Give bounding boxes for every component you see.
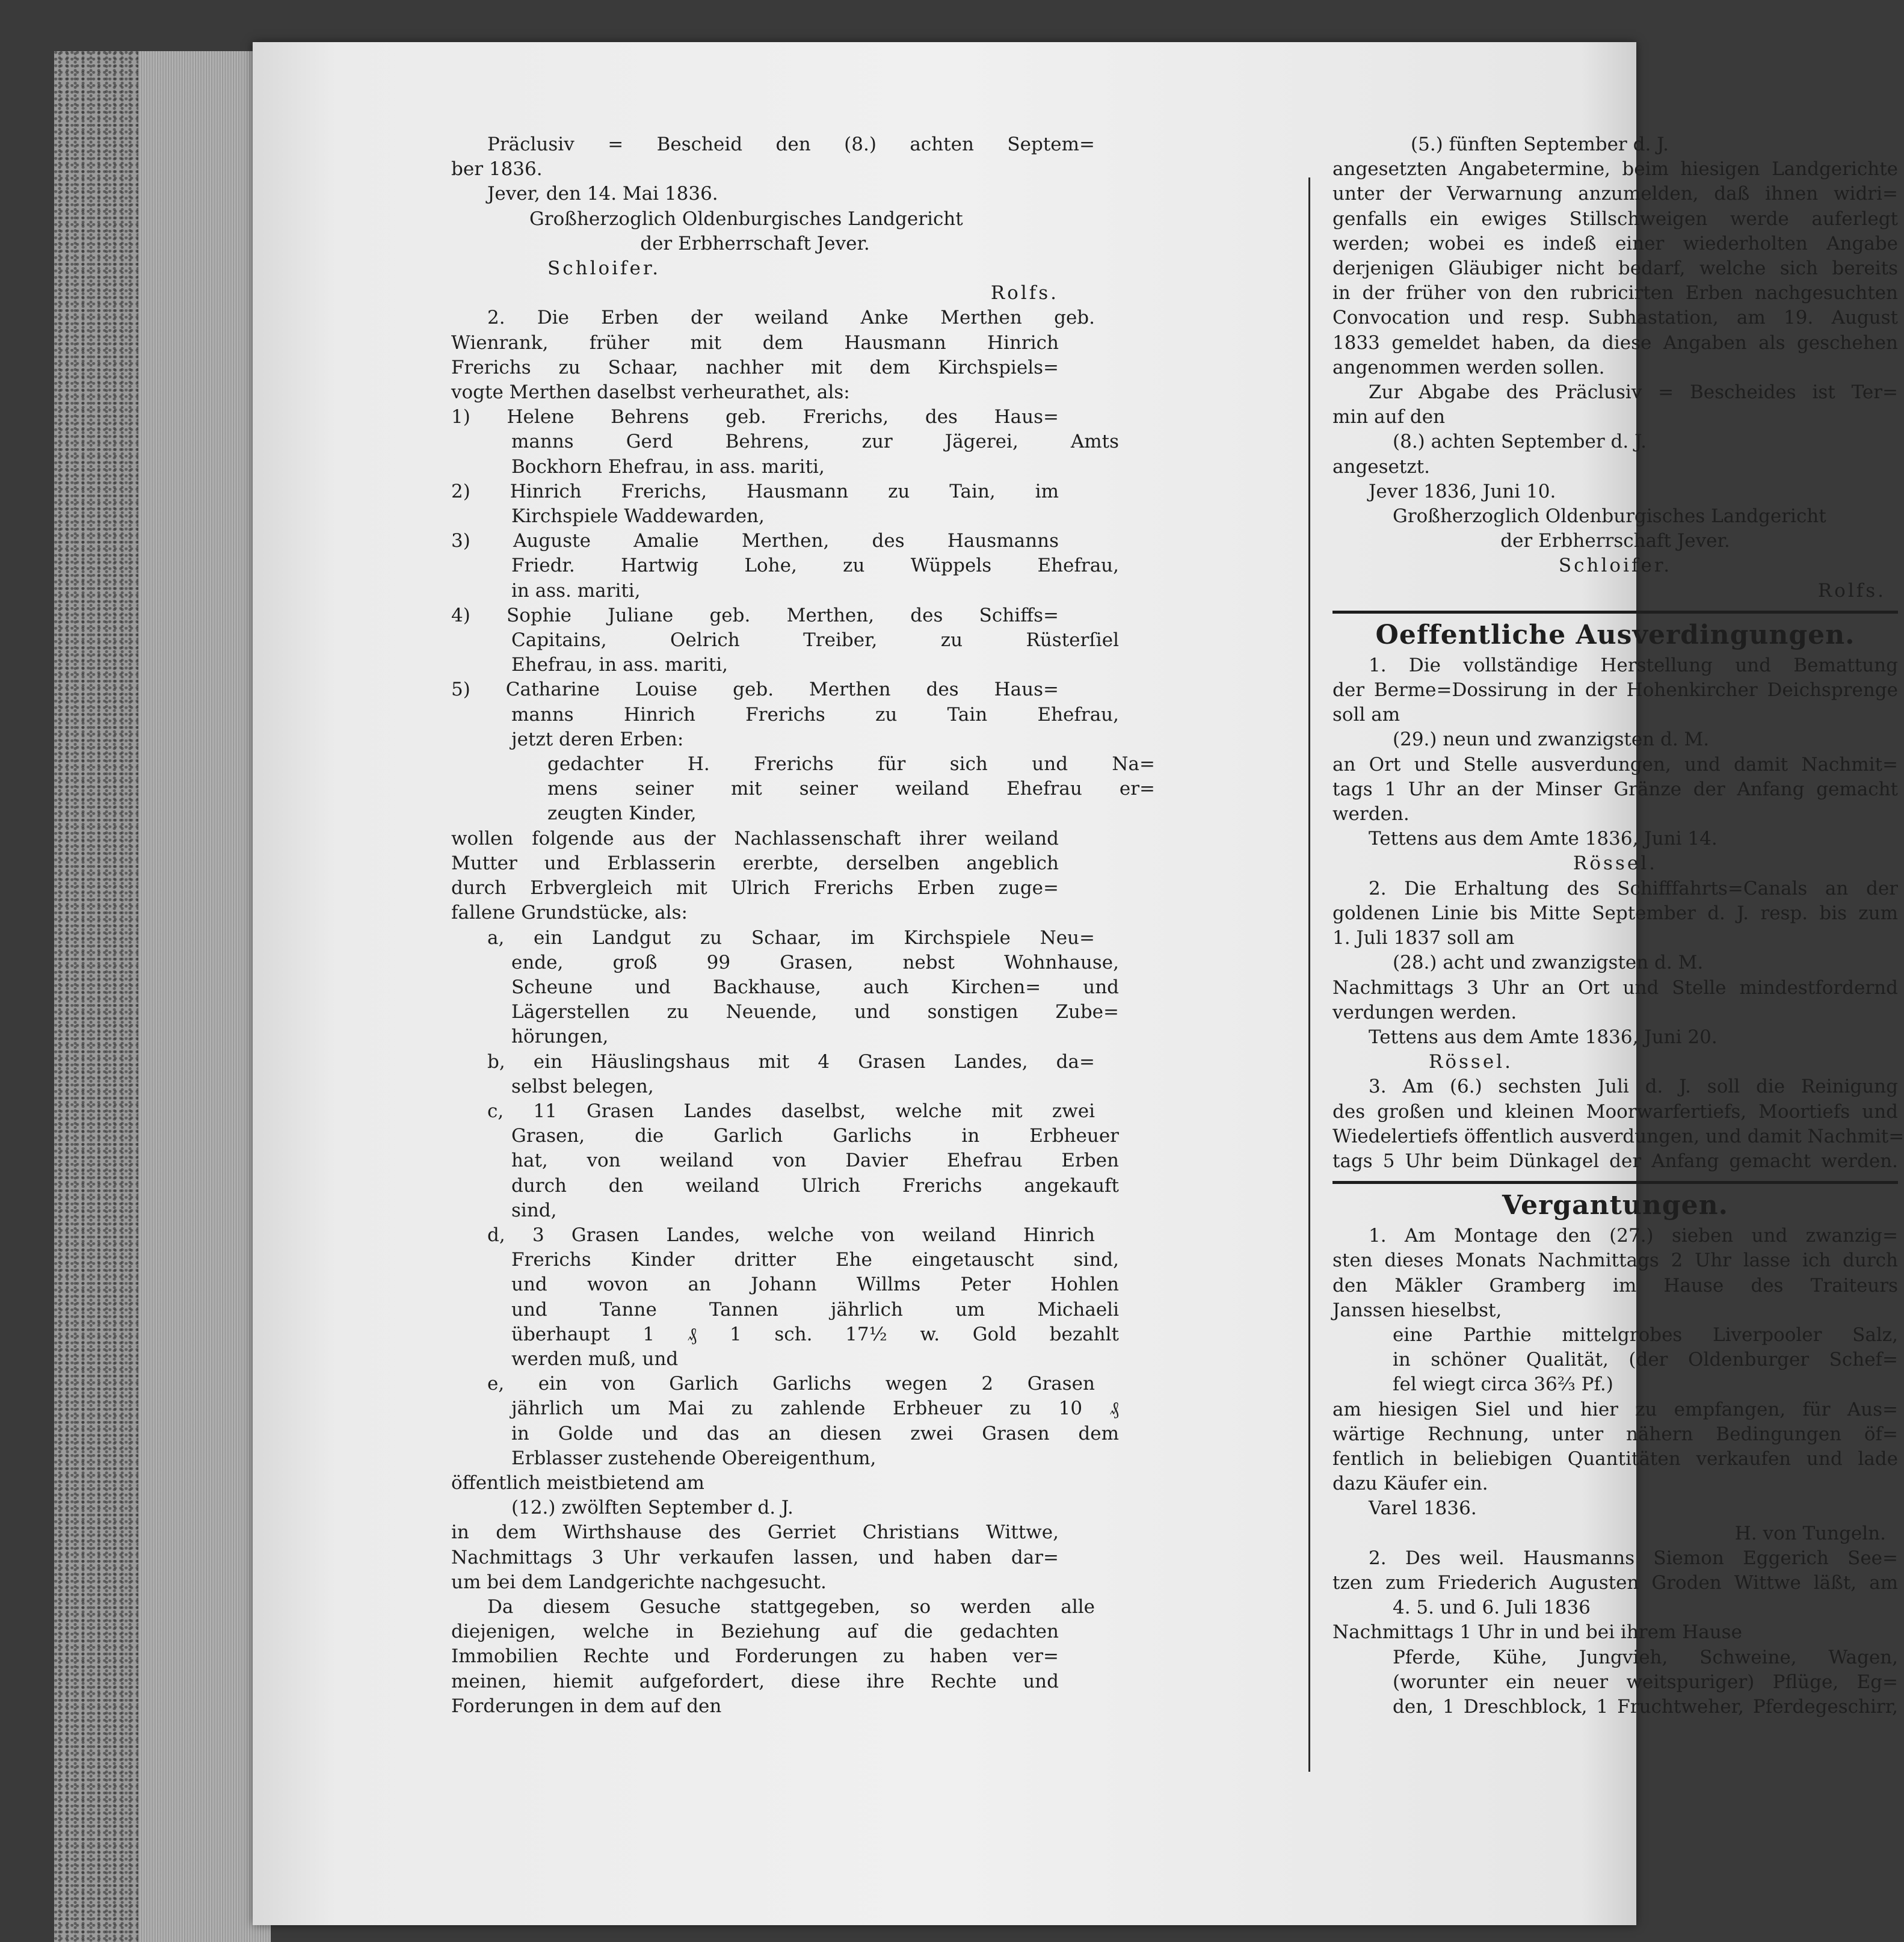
- text-line: Schloifer.: [1558, 555, 1672, 577]
- text-line: 5) Catharine Louise geb. Merthen des Haus=: [451, 679, 1059, 701]
- text-line: gedachter H. Frerichs für sich und Na=: [547, 753, 1155, 775]
- text-line: diejenigen, welche in Beziehung auf die gedachten: [451, 1621, 1059, 1643]
- text-line: jetzt deren Erben:: [511, 728, 684, 750]
- text-line: Tettens aus dem Amte 1836, Juni 14.: [1369, 828, 1718, 850]
- text-line: manns Hinrich Frerichs zu Tain Ehefrau,: [511, 703, 1119, 726]
- text-line: H. von Tungeln.: [1734, 1522, 1886, 1544]
- text-line: tags 5 Uhr beim Dünkagel der Anfang gemacht werden.: [1332, 1150, 1898, 1172]
- text-line: goldenen Linie bis Mitte September d. J. resp. bis zum: [1332, 902, 1898, 924]
- text-line: der Erbherrschaft Jever.: [1500, 530, 1730, 552]
- text-line: b, ein Häuslingshaus mit 4 Grasen Landes, da=: [487, 1050, 1095, 1073]
- text-line: 2. Des weil. Hausmanns Siemon Eggerich See=: [1369, 1547, 1898, 1569]
- text-line: Frerichs zu Schaar, nachher mit dem Kirchspiels=: [451, 356, 1059, 378]
- text-line: manns Gerd Behrens, zur Jägerei, Amts: [511, 431, 1119, 453]
- text-line: öffentlich meistbietend am: [451, 1472, 704, 1494]
- text-line: Zur Abgabe des Präclusiv = Bescheides ist Ter=: [1369, 381, 1898, 404]
- text-line: (12.) zwölften September d. J.: [511, 1497, 793, 1519]
- text-line: hörungen,: [511, 1026, 609, 1048]
- text-line: Wiedelertiefs öffentlich ausverdungen, und damit Nachmit=: [1332, 1125, 1904, 1147]
- right-column: [1332, 132, 1904, 1719]
- text-line: (5.) fünften September d. J.: [1411, 134, 1669, 155]
- text-line: werden muß, und: [511, 1348, 679, 1370]
- text-line: ende, groß 99 Grasen, nebst Wohnhause,: [511, 951, 1119, 973]
- text-line: dazu Käufer ein.: [1332, 1473, 1488, 1495]
- text-line: soll am: [1332, 704, 1400, 726]
- text-line: und wovon an Johann Willms Peter Hohlen: [511, 1274, 1119, 1296]
- text-line: den Mäkler Gramberg im Hause des Traiteurs: [1332, 1274, 1898, 1296]
- text-line: selbst belegen,: [511, 1075, 654, 1097]
- text-line: Capitains, Oelrich Treiber, zu Rüsterſiel: [511, 629, 1119, 652]
- text-line: Immobilien Rechte und Forderungen zu haben ver=: [451, 1645, 1059, 1668]
- text-line: werden.: [1332, 803, 1410, 825]
- text-line: Erblasser zustehende Obereigenthum,: [511, 1447, 877, 1469]
- text-line: Großherzoglich Oldenburgisches Landgericht: [529, 208, 963, 230]
- text-line: 1833 gemeldet haben, da diese Angaben als geschehen: [1332, 331, 1898, 354]
- text-line: (worunter ein neuer weitspuriger) Pflüge, Eg=: [1393, 1671, 1898, 1693]
- text-line: jährlich um Mai zu zahlende Erbheuer zu 10 ₰: [511, 1398, 1119, 1420]
- text-line: Wienrank, früher mit dem Hausmann Hinrich: [451, 331, 1059, 354]
- text-line: der Erbherrschaft Jever.: [640, 232, 870, 254]
- text-line: werden; wobei es indeß einer wiederholten Angabe: [1332, 232, 1898, 254]
- text-line: Jever, den 14. Mai 1836.: [487, 183, 718, 205]
- text-line: angesetzt.: [1332, 455, 1430, 478]
- text-line: 3. Am (6.) sechsten Juli d. J. soll die Reinigung: [1369, 1076, 1898, 1098]
- text-line: Forderungen in dem auf den: [451, 1695, 722, 1717]
- column-divider: [1308, 177, 1310, 1772]
- section-rule: [1332, 611, 1898, 614]
- text-line: fentlich in beliebigen Quantitäten verkaufen und lade: [1332, 1447, 1898, 1470]
- section-rule: [1332, 1181, 1898, 1184]
- text-line: an Ort und Stelle ausverdungen, und damit Nachmit=: [1332, 753, 1898, 775]
- text-line: tags 1 Uhr an der Minser Gränze der Anfang gemacht: [1332, 778, 1898, 800]
- text-line: mens seiner mit seiner weiland Ehefrau er=: [547, 778, 1155, 800]
- text-line: Scheune und Backhause, auch Kirchen= und: [511, 976, 1119, 998]
- text-line: Nachmittags 3 Uhr an Ort und Stelle mindestfordernd: [1332, 976, 1898, 999]
- text-line: 1. Die vollständige Herstellung und Bemattung: [1369, 654, 1898, 676]
- text-line: sten dieses Monats Nachmittags 2 Uhr lasse ich durch: [1332, 1250, 1898, 1272]
- text-line: in dem Wirthshause des Gerriet Christians Wittwe,: [451, 1521, 1059, 1544]
- text-line: 2. Die Erben der weiland Anke Merthen geb.: [487, 307, 1095, 329]
- text-line: min auf den: [1332, 406, 1446, 428]
- text-line: fel wiegt circa 36⅔ Pf.): [1393, 1373, 1613, 1396]
- right-column-notice-continued: [1332, 132, 1898, 603]
- text-line: Ehefrau, in ass. mariti,: [511, 654, 728, 676]
- text-line: um bei dem Landgerichte nachgesucht.: [451, 1571, 827, 1593]
- text-line: Rössel.: [1429, 1051, 1513, 1073]
- text-line: e, ein von Garlich Garlichs wegen 2 Grasen: [487, 1373, 1095, 1395]
- text-line: fallene Grundstücke, als:: [451, 902, 688, 924]
- text-line: sind,: [511, 1199, 557, 1221]
- text-line: 1) Helene Behrens geb. Frerichs, des Haus=: [451, 406, 1059, 428]
- text-line: wärtige Rechnung, unter nähern Bedingungen öf=: [1332, 1423, 1898, 1445]
- text-line: Lägerstellen zu Neuende, und sonstigen Zube=: [511, 1001, 1119, 1023]
- text-line: Bockhorn Ehefrau, in ass. mariti,: [511, 455, 825, 478]
- text-line: Janssen hieselbst,: [1332, 1299, 1502, 1321]
- text-line: (29.) neun und zwanzigsten d. M.: [1393, 729, 1710, 751]
- text-line: der Berme=Dossirung in der Hohenkircher Deichsprenge: [1332, 679, 1898, 701]
- text-line: angesetzten Angabetermine, beim hiesigen Landgerichte: [1332, 158, 1898, 180]
- text-line: in der früher von den rubricirten Erben nachgesuchten: [1332, 282, 1898, 304]
- text-line: zeugten Kinder,: [547, 803, 697, 825]
- text-line: hat, von weiland von Davier Ehefrau Erben: [511, 1150, 1119, 1172]
- text-line: Großherzoglich Oldenburgisches Landgericht: [1393, 505, 1826, 528]
- text-line: d, 3 Grasen Landes, welche von weiland Hinrich: [487, 1224, 1095, 1246]
- section-heading-vergantungen: Vergantungen.: [1502, 1190, 1728, 1221]
- text-line: eine Parthie mittelgrobes Liverpooler Salz,: [1393, 1324, 1898, 1346]
- text-line: 2) Hinrich Frerichs, Hausmann zu Tain, im: [451, 480, 1059, 502]
- text-line: Kirchspiele Waddewarden,: [511, 505, 765, 528]
- text-line: Friedr. Hartwig Lohe, zu Wüppels Ehefrau,: [511, 555, 1119, 577]
- text-line: a, ein Landgut zu Schaar, im Kirchspiele Neu=: [487, 926, 1095, 949]
- text-line: 1. Juli 1837 soll am: [1332, 927, 1515, 949]
- text-line: Rolfs.: [1817, 579, 1886, 602]
- text-line: Nachmittags 3 Uhr verkaufen lassen, und haben dar=: [451, 1546, 1059, 1568]
- text-line: wollen folgende aus der Nachlassenschaft ihrer weiland: [451, 827, 1059, 849]
- text-line: verdungen werden.: [1332, 1001, 1517, 1023]
- text-line: Rolfs.: [990, 282, 1059, 304]
- text-line: Pferde, Kühe, Jungvieh, Schweine, Wagen,: [1393, 1646, 1898, 1668]
- text-line: und Tanne Tannen jährlich um Michaeli: [511, 1298, 1119, 1321]
- text-line: Rössel.: [1573, 852, 1657, 875]
- text-line: Frerichs Kinder dritter Ehe eingetauscht sind,: [511, 1249, 1119, 1271]
- text-line: Grasen, die Garlich Garlichs in Erbheuer: [511, 1125, 1119, 1147]
- text-line: (28.) acht und zwanzigsten d. M.: [1393, 952, 1704, 974]
- text-line: 3) Auguste Amalie Merthen, des Hausmanns: [451, 530, 1059, 552]
- text-line: meinen, hiemit aufgefordert, diese ihre Rechte und: [451, 1670, 1059, 1692]
- newspaper-page: [253, 42, 1904, 1925]
- text-line: Convocation und resp. Subhastation, am 19. August: [1332, 307, 1898, 329]
- text-line: in ass. mariti,: [511, 579, 641, 602]
- ausverdingungen-section: [1332, 653, 1904, 1174]
- text-line: überhaupt 1 ₰ 1 sch. 17½ w. Gold bezahlt: [511, 1323, 1119, 1345]
- text-line: (8.) achten September d. J.: [1393, 431, 1647, 453]
- text-line: ber 1836.: [451, 158, 543, 180]
- text-line: vogte Merthen daselbst verheurathet, als:: [451, 381, 850, 404]
- text-line: den, 1 Dreschblock, 1 Fruchtweher, Pferdegeschirr,: [1393, 1695, 1898, 1718]
- text-line: in schöner Qualität, (der Oldenburger Schef=: [1393, 1349, 1898, 1371]
- text-line: Varel 1836.: [1369, 1497, 1477, 1520]
- text-line: 4. 5. und 6. Juli 1836: [1393, 1597, 1591, 1619]
- text-line: durch Erbvergleich mit Ulrich Frerichs Erben zuge=: [451, 877, 1059, 899]
- text-line: angenommen werden sollen.: [1332, 356, 1605, 378]
- text-line: 4) Sophie Juliane geb. Merthen, des Schiffs=: [451, 604, 1059, 626]
- text-line: genfalls ein ewiges Stillschweigen werde auferlegt: [1332, 208, 1898, 230]
- text-line: Schloifer.: [547, 257, 661, 280]
- left-column: [451, 132, 1293, 1719]
- text-line: Jever 1836, Juni 10.: [1369, 480, 1556, 502]
- text-line: Präclusiv = Bescheid den (8.) achten Septem=: [487, 134, 1095, 155]
- text-line: 2. Die Erhaltung des Schifffahrts=Canals an der: [1369, 877, 1898, 899]
- vergantungen-section: [1332, 1224, 1898, 1719]
- text-line: Tettens aus dem Amte 1836, Juni 20.: [1369, 1026, 1718, 1048]
- text-line: c, 11 Grasen Landes daselbst, welche mit zwei: [487, 1100, 1095, 1122]
- text-line: durch den weiland Ulrich Frerichs angekauft: [511, 1174, 1119, 1197]
- text-line: Mutter und Erblasserin ererbte, derselben angeblich: [451, 852, 1059, 874]
- section-heading-ausverdingungen: Oeffentliche Ausverdingungen.: [1375, 619, 1855, 650]
- text-line: unter der Verwarnung anzumelden, daß ihnen widri=: [1332, 183, 1898, 205]
- text-line: in Golde und das an diesen zwei Grasen dem: [511, 1422, 1119, 1444]
- text-line: derjenigen Gläubiger nicht bedarf, welche sich bereits: [1332, 257, 1898, 280]
- text-line: des großen und kleinen Moorwarfertiefs, Moortiefs und: [1332, 1100, 1898, 1123]
- text-line: tzen zum Friederich Augusten Groden Wittwe läßt, am: [1332, 1571, 1898, 1594]
- text-line: am hiesigen Siel und hier zu empfangen, für Aus=: [1332, 1398, 1898, 1420]
- text-line: 1. Am Montage den (27.) sieben und zwanzig=: [1369, 1225, 1898, 1247]
- text-line: Nachmittags 1 Uhr in und bei ihrem Hause: [1332, 1621, 1742, 1644]
- speckled-edge: [54, 51, 138, 1942]
- text-line: Da diesem Gesuche stattgegeben, so werden alle: [487, 1595, 1095, 1618]
